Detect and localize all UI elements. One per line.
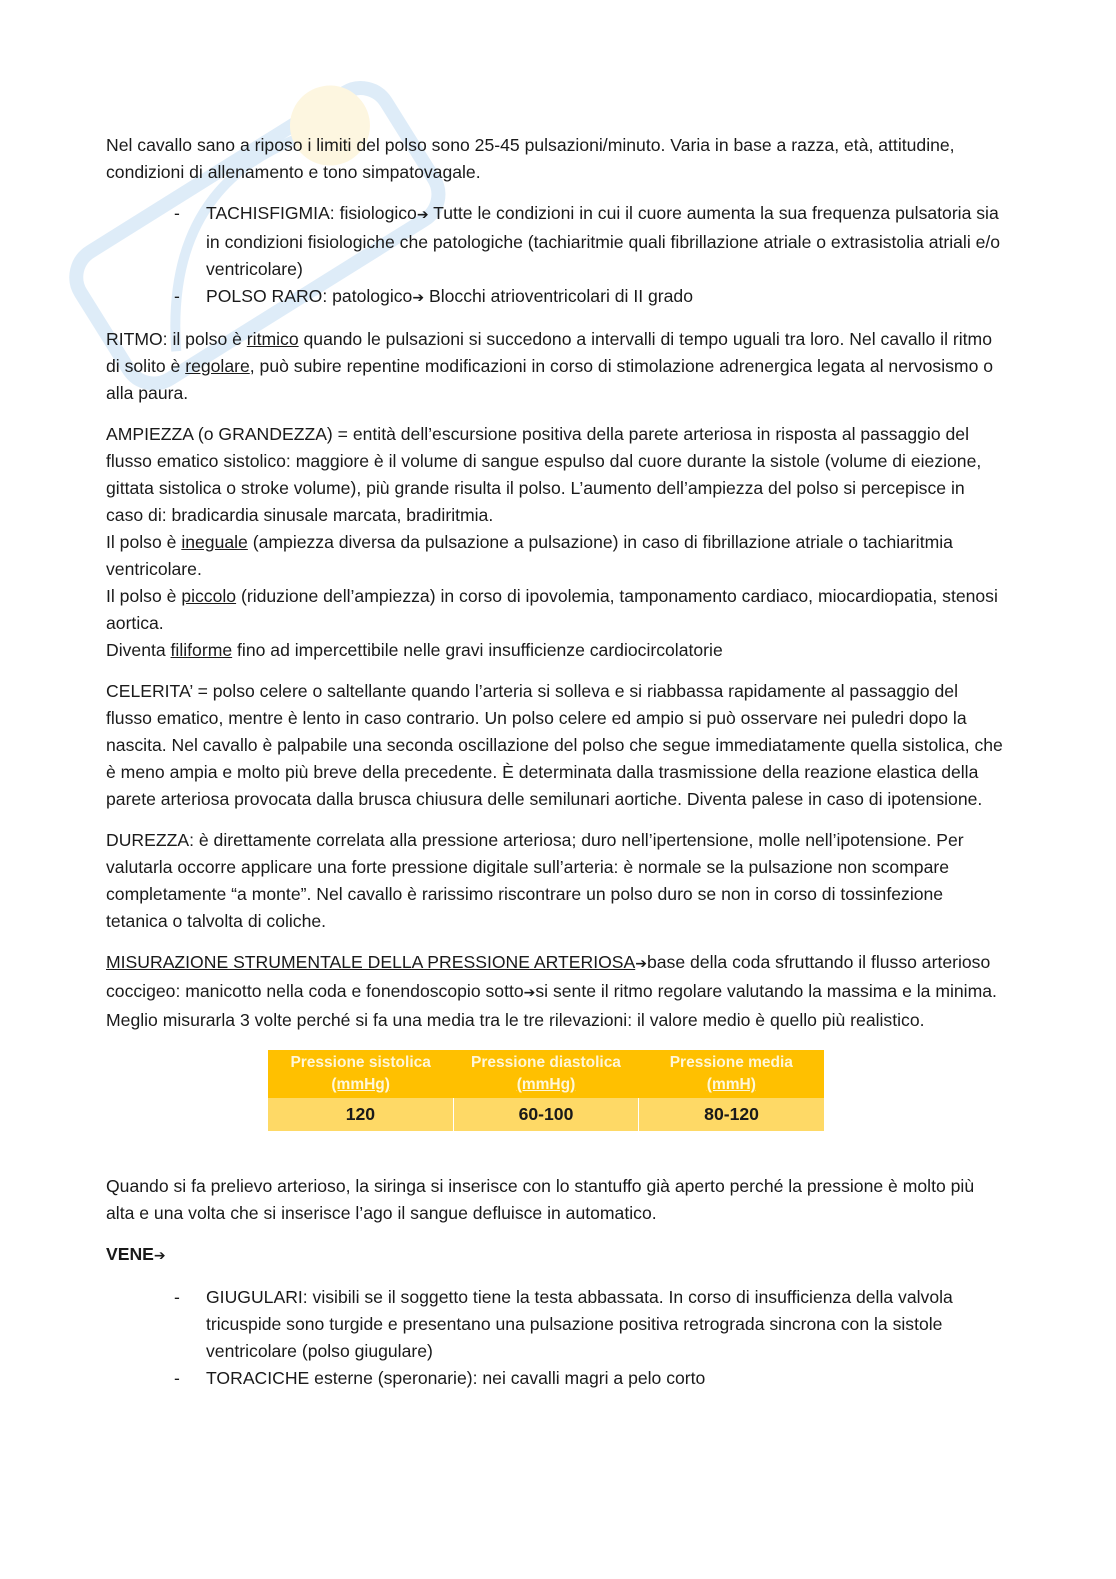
vene-list bbox=[106, 1284, 1006, 1392]
arrow-right-icon: ➔ bbox=[412, 290, 425, 306]
header-diastolic: Pressione diastolica (mmHg) bbox=[453, 1050, 638, 1098]
pressure-table bbox=[268, 1050, 824, 1131]
list-item: - TORACICHE esterne (speronarie): nei cavalli magri a pelo corto bbox=[206, 1365, 1006, 1392]
ritmo-paragraph: RITMO: il polso è ritmico quando le pulsazioni si succedono a intervalli di tempo uguali tra loro. Nel cavallo il ritmo di solito è regolare, può subire repentine modificazioni in corso di stimolazione adrenergica legata al nervosismo o alla paura. bbox=[106, 329, 994, 403]
arrow-right-icon: ➔ bbox=[523, 985, 536, 1001]
vene-heading: VENE➔ bbox=[106, 1244, 166, 1264]
header-systolic: Pressione sistolica (mmHg) bbox=[268, 1050, 453, 1098]
header-mean: Pressione media (mmH) bbox=[639, 1050, 824, 1098]
pulse-frequency-list bbox=[106, 200, 1006, 312]
arrow-right-icon: ➔ bbox=[416, 207, 429, 223]
arrow-right-icon: ➔ bbox=[153, 1248, 166, 1264]
misurazione-paragraph: MISURAZIONE STRUMENTALE DELLA PRESSIONE ARTERIOSA➔base della coda sfruttando il flusso arterioso coccigeo: manicotto nella coda e fonendoscopio sotto➔si sente il ritmo regolare valutando la massima e la minima. Meglio misurarla 3 volte perché si fa una media tra le tre rilevazioni: il valore medio è quello più realistico. bbox=[106, 952, 997, 1030]
document-body bbox=[106, 132, 1006, 1406]
ineguale-paragraph: Il polso è ineguale (ampiezza diversa da pulsazione a pulsazione) in caso di fibrillazione atriale o tachiaritmia ventricolare. bbox=[106, 532, 953, 579]
arrow-right-icon: ➔ bbox=[635, 956, 647, 972]
celerita-paragraph: CELERITA’ = polso celere o saltellante quando l’arteria si solleva e si riabbassa rapidamente al passaggio del flusso ematico, mentre è lento in caso contrario. Un polso celere ed ampio si può osservare nei puledri dopo la nascita. Nel cavallo è palpabile una seconda oscillazione del polso che segue immediatamente quella sistolica, che è meno ampia e molto più breve della precedente. È determinata dalla trasmissione della reazione elastica della parete arteriosa provocata dalla brusca chiusura delle semilunari aortiche. Diventa palese in caso di ipotensione. bbox=[106, 681, 1003, 809]
ampiezza-paragraph: AMPIEZZA (o GRANDEZZA) = entità dell’escursione positiva della parete arteriosa in risposta al passaggio del flusso ematico sistolico: maggiore è il volume di sangue espulso dal cuore durante la sistole (volume di eiezione, gittata sistolica o stroke volume), più grande risulta il polso. L’aumento dell’ampiezza del polso si percepisce in caso di: bradicardia sinusale marcata, bradiritmia. bbox=[106, 424, 982, 525]
value-diastolic: 60-100 bbox=[453, 1098, 638, 1131]
prelievo-paragraph: Quando si fa prelievo arterioso, la siringa si inserisce con lo stantuffo già aperto perché la pressione è molto più alta e una volta che si inserisce l’ago il sangue defluisce in automatico. bbox=[106, 1176, 975, 1223]
piccolo-paragraph: Il polso è piccolo (riduzione dell’ampiezza) in corso di ipovolemia, tamponamento cardiaco, miocardiopatia, stenosi aortica. bbox=[106, 586, 998, 633]
table-row bbox=[268, 1098, 824, 1131]
list-item: - POLSO RARO: patologico➔ Blocchi atrioventricolari di II grado bbox=[206, 283, 1006, 312]
pressure-table-wrapper bbox=[106, 1050, 1006, 1131]
table-header-row bbox=[268, 1050, 824, 1098]
list-item: - GIUGULARI: visibili se il soggetto tiene la testa abbassata. In corso di insufficienza della valvola tricuspide sono turgide e presentano una pulsazione positiva retrograda sincrona con la sistole ventricolare (polso giugulare) bbox=[206, 1284, 1006, 1365]
filiforme-paragraph: Diventa filiforme fino ad impercettibile nelle gravi insufficienze cardiocircolatorie bbox=[106, 640, 723, 660]
durezza-paragraph: DUREZZA: è direttamente correlata alla pressione arteriosa; duro nell’ipertensione, molle nell’ipotensione. Per valutarla occorre applicare una forte pressione digitale sull’arteria: è normale se la pulsazione non scompare completamente “a monte”. Nel cavallo è rarissimo riscontrare un polso duro se non in corso di tossinfezione tetanica o talvolta di coliche. bbox=[106, 830, 964, 931]
list-item: - TACHISFIGMIA: fisiologico➔ Tutte le condizioni in cui il cuore aumenta la sua frequenza pulsatoria sia in condizioni fisiologiche che patologiche (tachiaritmie quali fibrillazione atriale o extrasistolia atriali e/o ventricolare) bbox=[206, 200, 1006, 283]
value-mean: 80-120 bbox=[639, 1098, 824, 1131]
intro-paragraph: Nel cavallo sano a riposo i limiti del polso sono 25-45 pulsazioni/minuto. Varia in base a razza, età, attitudine, condizioni di allenamento e tono simpatovagale. bbox=[106, 135, 955, 182]
value-systolic: 120 bbox=[268, 1098, 453, 1131]
